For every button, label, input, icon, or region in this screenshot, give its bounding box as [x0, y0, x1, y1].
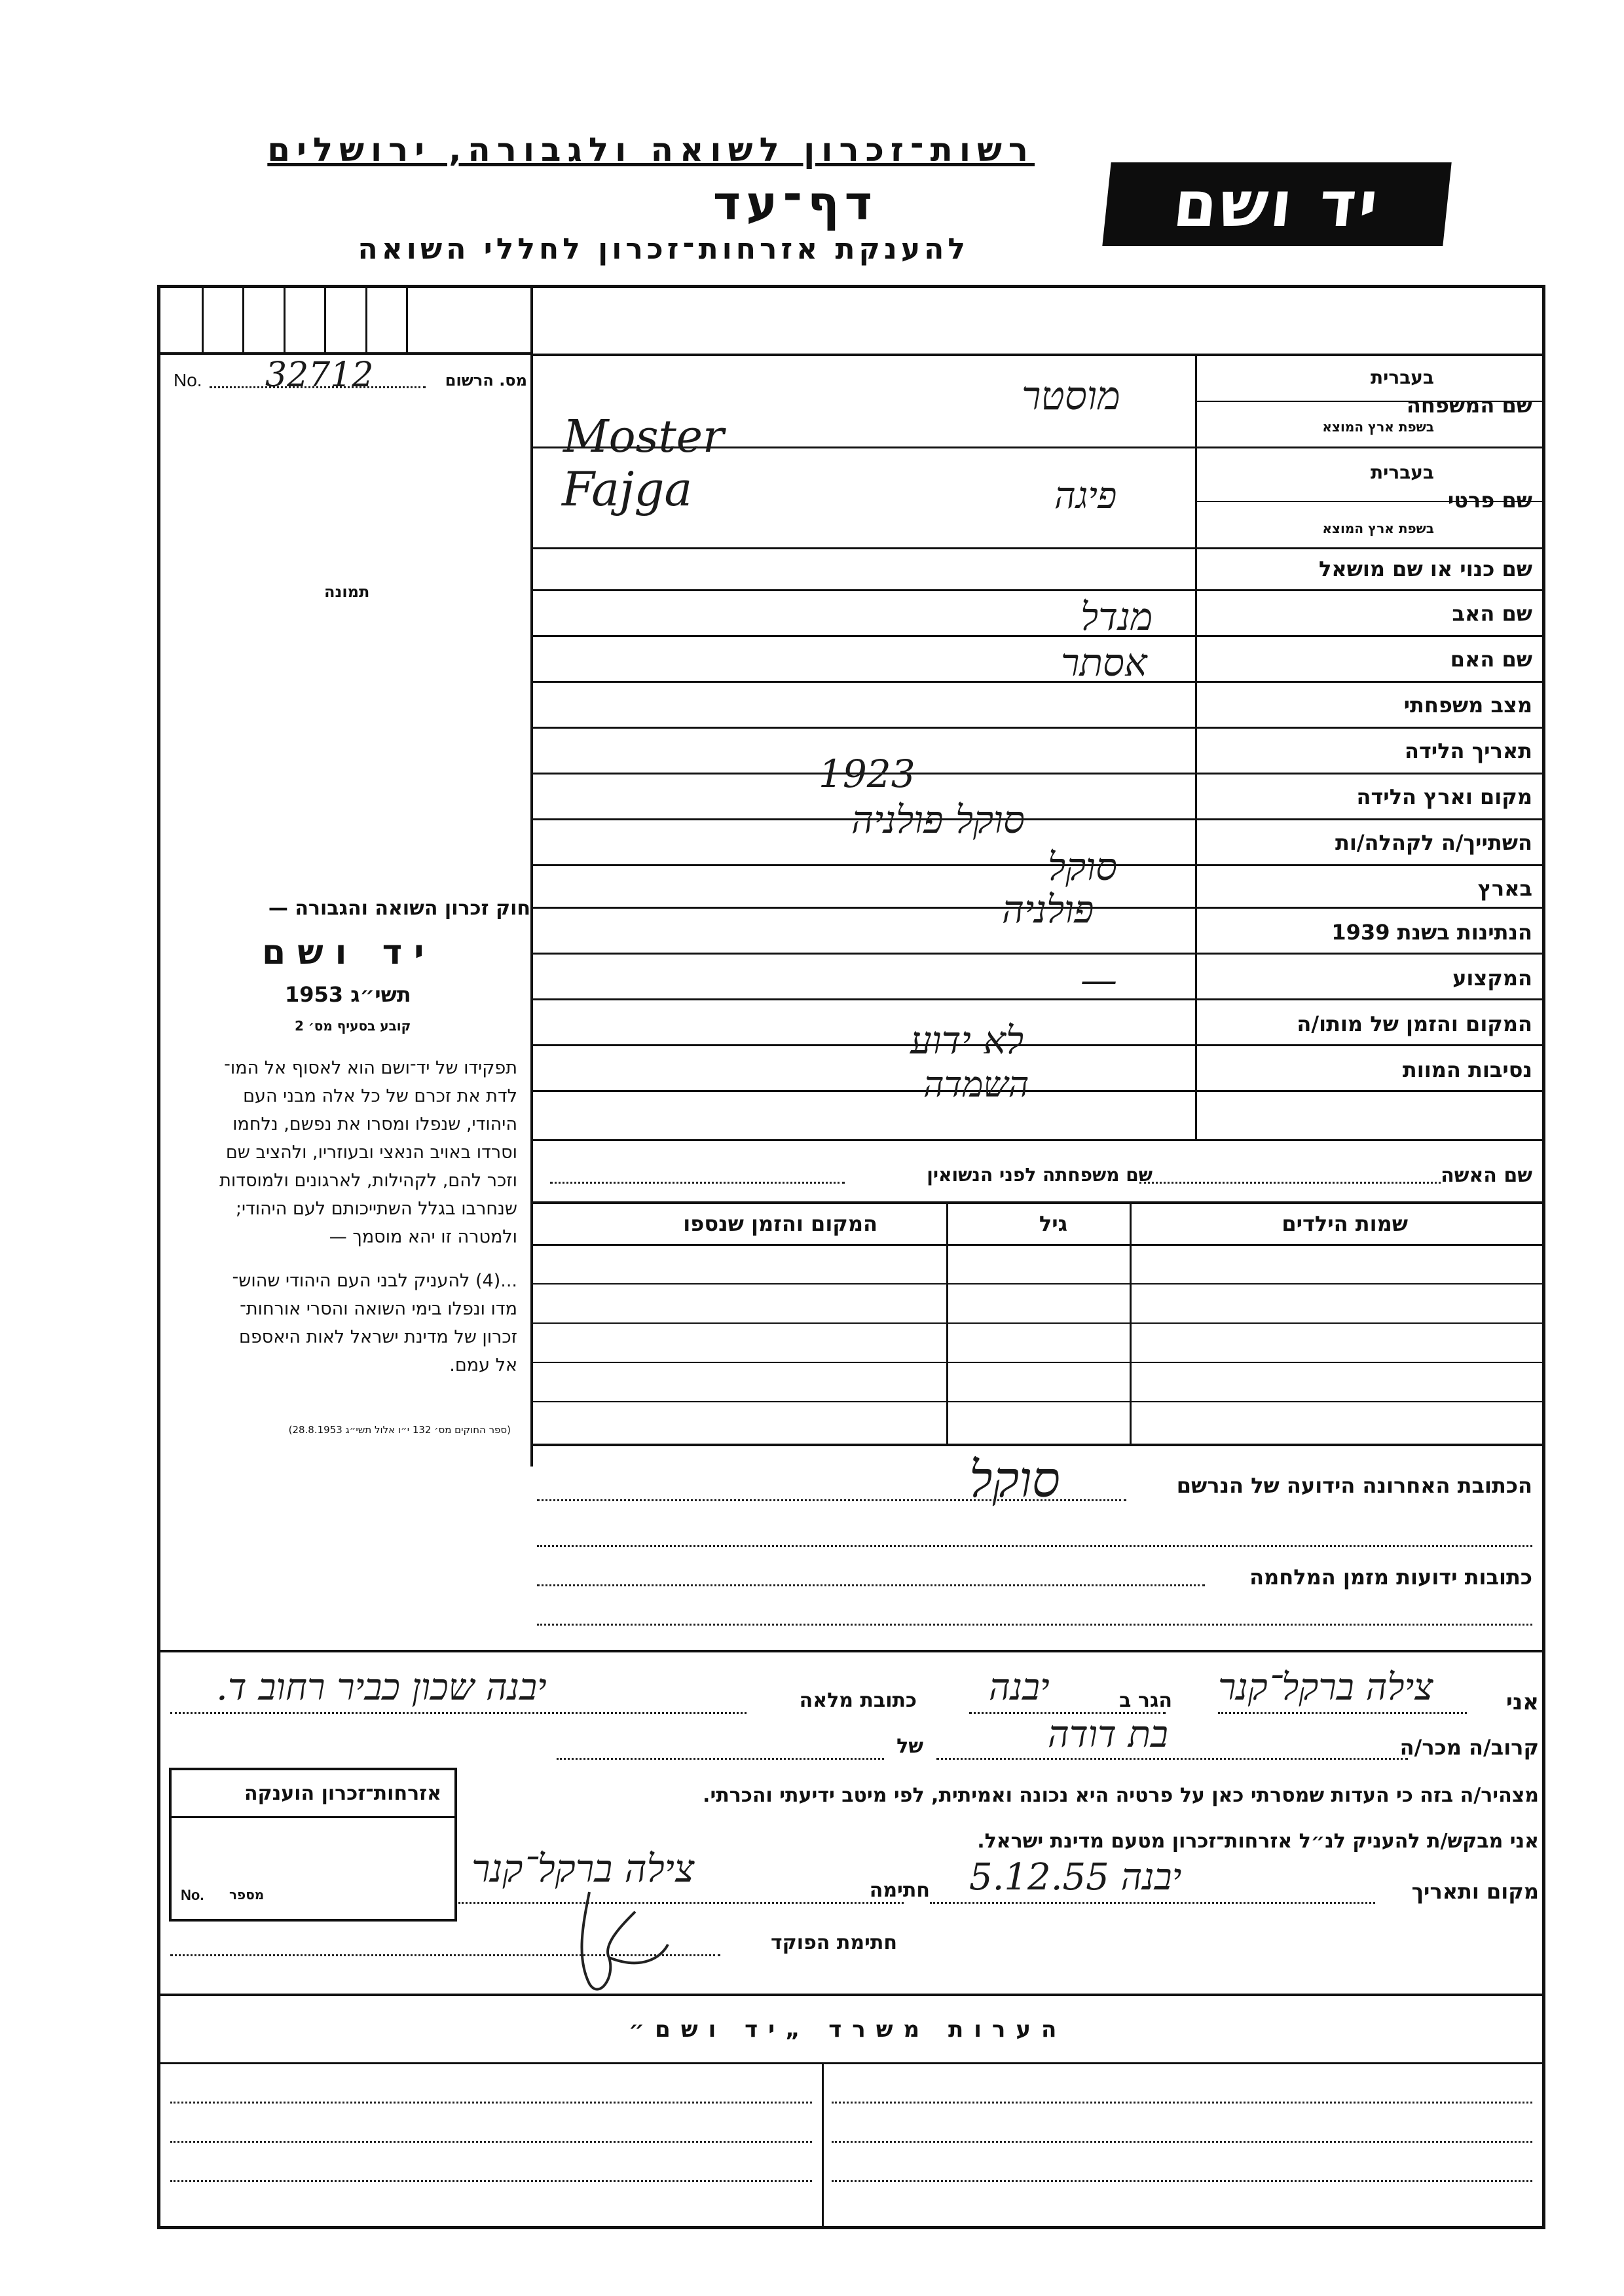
law-line: מדו ונפלו בימי השואה והסרי אורחות־: [240, 1299, 517, 1319]
witness-i-label: אני: [1505, 1689, 1539, 1715]
father-name-label: שם האב: [1452, 601, 1532, 626]
profession-label: המקצוע: [1452, 966, 1532, 991]
witness-resides-label: הגר ב: [1119, 1689, 1172, 1712]
mother-name-label: שם האם: [1450, 647, 1532, 672]
marital-status-label: מצב משפחתי: [1403, 693, 1532, 718]
officer-signature-label: חתימת הפוקד: [771, 1931, 897, 1954]
first-name-hebrew-label: בעברית: [1370, 462, 1434, 483]
death-cause-label: נסיבות המוות: [1402, 1057, 1532, 1082]
birth-place-label: מקום וארץ הלידה: [1356, 784, 1532, 809]
law-paragraph-1: [219, 1054, 517, 1251]
witness-signature: צילה ברקל־קנר: [471, 1846, 695, 1891]
citizenship-granted-box: [169, 1768, 457, 1922]
nickname-label: שם כנוי או שם מושאל: [1318, 556, 1532, 581]
first-name-hebrew-value: פיגה: [1054, 475, 1117, 517]
death-place-label: המקום והזמן של מותו/ה: [1297, 1011, 1532, 1036]
witness-relation-label: קרוב/ה מכר/ה: [1399, 1735, 1539, 1760]
law-line: זכרון של מדינת ישראל לאות היאספם: [239, 1327, 517, 1347]
law-line: לדת את זכרם של כל אלה מבני העם: [243, 1086, 517, 1106]
last-address-label: הכתובת האחרונה הידועה של הנרשם: [1176, 1473, 1532, 1498]
first-name-latin-value: Fajga: [562, 462, 693, 517]
registration-number-value: 32712: [265, 355, 374, 395]
family-name-label: שם המשפחה: [1406, 393, 1532, 418]
country-value: פולניה: [1002, 887, 1094, 932]
community-label: השתייך/ה לקהלה/ות: [1335, 830, 1532, 855]
registration-number: No. 32712 מס. הרשום: [174, 355, 527, 395]
witness-relation-value: בת דודה: [1048, 1713, 1168, 1756]
birth-place-value: סוקל פולניה: [851, 797, 1025, 842]
children-names-header: שמות הילדים: [1282, 1211, 1408, 1236]
officer-signature-mark: [563, 1886, 694, 2003]
page-title: דף־עד: [712, 175, 877, 230]
witness-declaration: מצהיר/ה בזה כי העדות שמסרתי כאן על פרטיה היא נכונה ואמיתית, לפי מיטב ידיעתי והכרתי.: [703, 1784, 1539, 1807]
law-paragraph-2: [232, 1267, 517, 1379]
death-cause-value: השמדה: [923, 1064, 1029, 1105]
birth-date-label: תאריך הלידה: [1404, 738, 1532, 763]
law-line: ולמטרה זו יהא מוסמך —: [329, 1227, 517, 1247]
law-line: שנחרבו בגלל השתייכותם לעם היהודי;: [235, 1199, 517, 1219]
law-line: היהודי, שנפלו ומסרו את נפשם, נלחמו: [232, 1114, 517, 1135]
law-year: תשי״ג 1953: [285, 982, 411, 1007]
first-name-origin-label: בשפת ארץ המוצא: [1322, 520, 1434, 536]
citizenship-box-number-label: מספר: [229, 1887, 265, 1903]
witness-of-label: של: [896, 1735, 923, 1758]
citizenship-box-title: אזרחות־זכרון הוענקה: [244, 1782, 441, 1805]
page-subtitle: להענקת אזרחות־זכרון לחללי השואה: [358, 232, 969, 266]
family-name-origin-label: בשפת ארץ המוצא: [1322, 419, 1434, 435]
witness-city-value: יבנה: [989, 1666, 1050, 1709]
wartime-address-label: כתובות ידועות מזמן המלחמה: [1249, 1565, 1532, 1590]
place-date-value: יבנה 5.12.55: [969, 1856, 1182, 1899]
wife-name-label: שם האשה: [1441, 1164, 1532, 1187]
witness-full-address-value: יבנה שכון כביר רחוב ד.: [216, 1666, 547, 1709]
place-date-label: מקום ותאריך: [1411, 1879, 1539, 1904]
signature-label: חתימה: [869, 1879, 930, 1902]
country-label: בארץ: [1477, 876, 1532, 901]
law-title: חוק זכרון השואה והגבורה —: [268, 897, 530, 920]
law-line: אל עמם.: [449, 1355, 517, 1376]
mother-name-value: אסתר: [1061, 640, 1147, 685]
authority-header: רשות־זכרון לשואה ולגבורה, ירושלים: [267, 131, 1035, 169]
witness-request: אני מבקש/ת להעניק לנ״ל אזרחות־זכרון מטעם מדינת ישראל.: [977, 1830, 1539, 1853]
children-death-header: המקום והזמן שנספו: [683, 1211, 877, 1236]
community-value: סוקל: [1048, 845, 1118, 889]
law-clause: קובע בסעיף מס׳ 2: [295, 1018, 411, 1034]
law-line: ...(4) להעניק לבני העם היהודי שהוש־: [232, 1271, 517, 1291]
last-address-value: סוקל: [969, 1450, 1060, 1508]
law-source: (ספר החוקים מס׳ 132 י״ו אלול תשי״ג 28.8.1953): [288, 1424, 511, 1436]
law-name: יד ושם: [262, 933, 436, 972]
citizenship-1939-label: הנתינות בשנת 1939: [1331, 920, 1532, 945]
law-line: תפקידו של יד־ושם הוא לאסוף אל המו־: [224, 1058, 517, 1078]
father-name-value: מנדל: [1080, 594, 1153, 639]
citizenship-box-no-label: No.: [181, 1887, 204, 1903]
family-name-latin-value: Moster: [563, 411, 724, 463]
profession-value: —: [1080, 959, 1117, 1002]
family-name-hebrew-label: בעברית: [1370, 367, 1434, 388]
death-place-value: לא ידוע: [910, 1018, 1024, 1063]
office-code-boxes: [160, 288, 530, 355]
yad-vashem-logo: [1102, 162, 1451, 246]
law-line: וסרדו באויב הנאצי ובעוזריו, ולהציב שם: [225, 1142, 517, 1163]
children-age-header: גיל: [1039, 1211, 1067, 1236]
photo-label: תמונה: [324, 583, 370, 601]
office-notes-title: הערות משרד „יד ושם״: [629, 2016, 1067, 2043]
witness-name-value: צילה ברקל־קנר: [1218, 1666, 1433, 1709]
witness-full-address-label: כתובת מלאה: [799, 1689, 917, 1712]
first-name-label: שם פרטי: [1447, 488, 1532, 513]
law-line: וזכר להם, לקהילות, לארגונים ולמוסדות: [219, 1171, 517, 1191]
birth-date-value: 1923: [819, 752, 915, 796]
maiden-name-label: שם משפחתה לפני הנשואין: [927, 1164, 1153, 1186]
logo-text: יד ושם: [1170, 168, 1384, 241]
family-name-hebrew-value: מוסטר: [1022, 373, 1120, 419]
